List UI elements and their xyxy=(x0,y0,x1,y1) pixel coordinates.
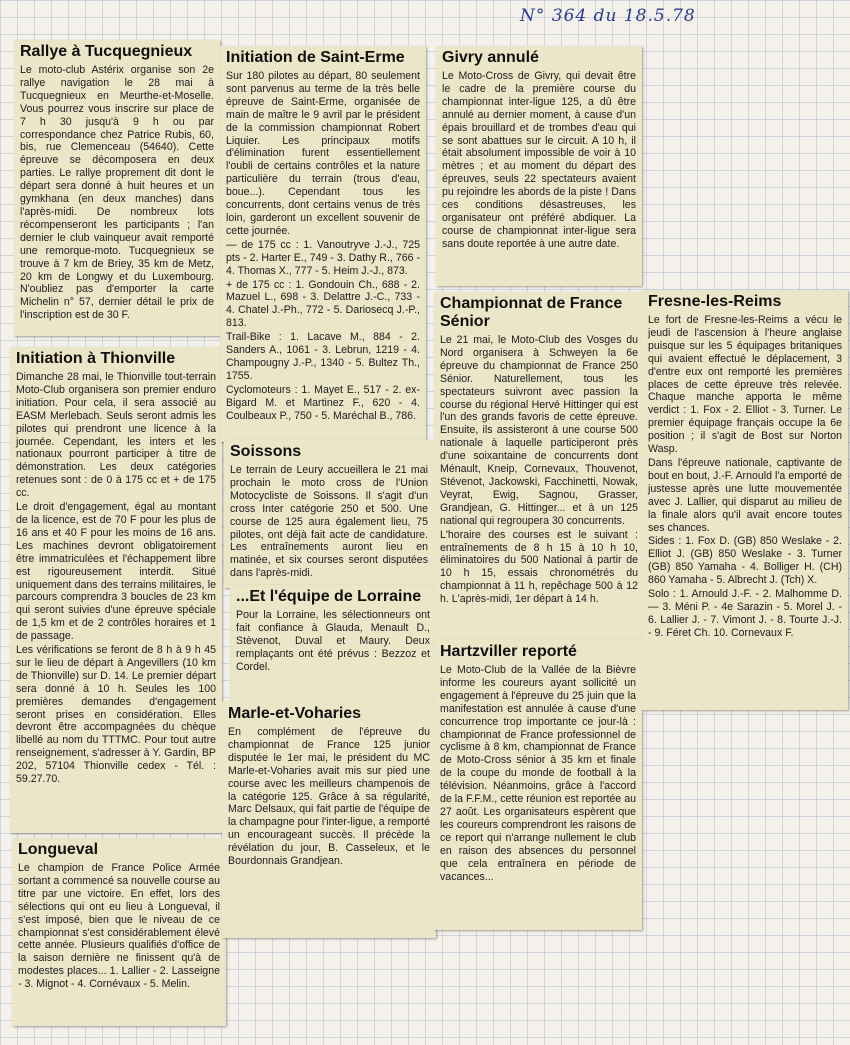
results-text: Cyclomoteurs : 1. Mayet E., 517 - 2. ex-Bigard M. et Martinez F., 620 - 4. Coulbeaux P., 750 - 5. Maréchal B., 786. xyxy=(226,383,420,422)
article-title: Givry annulé xyxy=(442,49,539,66)
article-lorraine xyxy=(230,585,436,703)
article-text: Le terrain de Leury accueillera le 21 mai prochain le moto cross de l'Union Motocycliste de Soissons. Il s'agit d'un cross Inter catégorie 250 et 500. Une course de 125 aura également lieu, 75 pilotes, ont déjà fait acte de candidature. Les entraînements auront lieu en matinée, et six courses seront disputées dans l'après-midi. xyxy=(230,464,428,580)
results-text: + de 175 cc : 1. Gondouin Ch., 688 - 2. Mazuel L., 698 - 3. Delattre J.-C., 733 - 4. Chatel J.-Ph., 772 - 5. Dariosecq J.-P., 813. xyxy=(226,278,420,330)
article-text: Dans l'épreuve nationale, captivante de bout en bout, J.-F. Arnould l'a emporté de justesse après une lutte mouvementée avec J. Lallier, qui disparut au milieu de la finale alors qu'il avait encore toutes ses chances. xyxy=(648,456,842,534)
article-marle xyxy=(222,702,436,938)
article-text: Le droit d'engagement, égal au montant de la licence, est de 70 F pour les plus de 16 ans et 40 F pour les moins de 16 ans. Les machines devront obligatoirement être immatriculées et l'échappement libre est rigoureusement interdit. Situé uniquement dans des terrains militaires, le parcours comprendra 3 boucles de 23 km qui seront suivies d'une épreuve spéciale de 1,5 km et de 2 contrôles horaires et 1 de passage. xyxy=(16,501,216,643)
article-text: Le 21 mai, le Moto-Club des Vosges du Nord organisera à Schweyen la 6e épreuve du championnat de France 250 Sénior. Naturellement, tous les spectateurs suivront avec passion la course du régional Hervé Hittinger qui est l'un des grands favoris de cette épreuve. Ensuite, ils assisteront à une course 500 nationale à laquelle participeront près d'une soixantaine de concurrents dont Ménault, Kneip, Cornevaux, Thouvenot, Stévenot, Jackowski, Facchinetti, Nowak, Veyrat, Ewig, Sagnou, Grasser, Grandjean, G. Hittinger... et à un 125 national qui regroupera 30 concurrents. xyxy=(440,334,638,527)
article-text: Le moto-club Astérix organise son 2e rallye navigation le 28 mai à Tucquegnieux en Meurthe-et-Moselle. Vous pourrez vous inscrire sur place de 7 h 30 jusqu'à 9 h ou par correspondance chez Patrice Rubis, 60, bis, rue Clemenceau (54640). Cette épreuve se décomposera en deux parties. Le rallye proprement dit dont le départ sera donné à huit heures et un gymkhana (en deux manches) dans l'après-midi. De nombreux lots récompenseront les participants ; l'an dernier le club vainqueur avait remporté une remorque-moto. Tucquegnieux se trouve à 7 km de Briey, 35 km de Metz, 20 km de Longwy et du Luxembourg. N'oubliez pas d'emporter la carte Michelin n° 57, dernier détail le prix de l'inscription est de 30 F. xyxy=(20,64,214,322)
article-title: Rallye à Tucquegnieux xyxy=(20,43,193,60)
article-title: Fresne-les-Reims xyxy=(648,293,782,310)
article-text: Le Moto-Club de la Vallée de la Bièvre informe les coureurs ayant sollicité un engagement à l'épreuve du 25 juin que la manifestation est annulée à cause d'une concurrence trop importante ce jour-là : championnat de France professionnel de cyclisme à 8 km, championnat de France de Moto-Cross sénior à 35 km et finale de la coupe du monde de football à la télévision. Néanmoins, grâce à l'accord de la F.F.M., cette réunion est reportée au 27 août. Les organisateurs espèrent que les coureurs comprendront les raisons de ce report qui n'arrange nullement le club en raison des absences du personnel que cela entraînera en période de vacances... xyxy=(440,664,636,883)
article-title: Initiation de Saint-Erme xyxy=(226,49,405,66)
results-text: Trail-Bike : 1. Lacave M., 884 - 2. Sanders A., 1061 - 3. Lebrun, 1219 - 4. Champougny J.-P., 1340 - 5. Bultez Th., 1755. xyxy=(226,331,420,382)
article-tucquegnieux xyxy=(14,40,220,336)
results-text: Solo : 1. Arnould J.-F. - 2. Malhomme D. — 3. Méni P. - 4e Sarazin - 5. Morel J. - 6. Lallier J. - 7. Vimont J. - 8. Tourte J.-J. - 9. Féret Ch. 10. Cornevaux F. xyxy=(648,588,842,639)
article-givry xyxy=(436,46,642,286)
article-text: Le champion de France Police Armée sortant a commencé sa nouvelle course au titre par une victoire. En effet, lors des sélections qui ont eu lieu à Longueval, il s'est imposé, bien que le niveau de ce championnat s'est considérablement élevé cette année. Plusieurs qualifiés d'office de la saison dernière ne finissent qu'à de modestes places... 1. Lallier - 2. Lasseigne - 3. Mignot - 4. Cornévaux - 5. Melin. xyxy=(18,862,220,991)
article-saint-erme xyxy=(220,46,426,442)
article-text: Dimanche 28 mai, le Thionville tout-terrain Moto-Club organisera son premier enduro initiation. Pour cela, il sera associé au EASM Merlebach. Seuls seront admis les pilotes qui prendront une licence à la journée. Cependant, les inters et les nationaux pourront participer à titre de démonstration. Les deux catégories retenues sont : de 0 à 175 cc et + de 175 cc. xyxy=(16,371,216,500)
results-text: Sides : 1. Fox D. (GB) 850 Weslake - 2. Elliot J. (GB) 850 Weslake - 3. Turner (GB) 850 Yamaha - 4. Bolliger H. (CH) 860 Yamaha - 5. Albrecht J. (Tch) X. xyxy=(648,535,842,587)
article-longueval xyxy=(12,838,226,1026)
article-text: En complément de l'épreuve du championnat de France 125 junior disputée le 1er mai, le président du MC Marle-et-Voharies avait mis sur pied une course avec les meilleurs champenois de la catégorie 125. Grâce à sa régularité, Marc Delsaux, qui fait partie de l'équipe de la champagne pour l'inter-ligue, a remporté un encourageant succès. Il précède la révélation du jour, B. Casseleux, et le Bourdonnais Grandjean. xyxy=(228,726,430,868)
article-fresne xyxy=(642,290,848,710)
article-text: Le Moto-Cross de Givry, qui devait être le cadre de la première course du championnat inter-ligue 125, a dû être annulé au dernier moment, à cause d'un épais brouillard et de trombes d'eau qui se sont abattues sur le circuit. A 10 h, il était absolument impossible de voir à 10 mètres ; et au moment du départ des épreuves, seuls 22 spectateurs avaient pu rejoindre les abords de la piste ! Dans ces conditions désastreuses, les organisateur ont préféré abdiquer. La course de championnat inter-ligue sera sans doute reportée à une autre date. xyxy=(442,70,636,250)
article-text: Pour la Lorraine, les sélectionneurs ont fait confiance à Glauda, Menault D., Stèvenot, Duval et Maury. Deux remplaçants ont été prévus : Bezzoz et Cordel. xyxy=(236,609,430,673)
article-title: Marle-et-Voharies xyxy=(228,705,362,722)
article-text: Le fort de Fresne-les-Reims a vécu le jeudi de l'ascension à l'heure anglaise puisque sur les 5 équipages britaniques qui avaient effectué le déplacement, 3 d'entre eux ont remporté les premières places de cette épreuve très relevée. Chaque manche apporta le même verdict : 1. Fox - 2. Elliot - 3. Turner. Le premier équipage français occupe la 6e position ; il s'agit de Bost sur Norton Wasp. xyxy=(648,314,842,456)
article-title: Hartzviller reporté xyxy=(440,643,577,660)
article-title: Soissons xyxy=(230,443,302,460)
article-title: Longueval xyxy=(18,841,99,858)
article-title: Initiation à Thionville xyxy=(16,350,176,367)
article-title: Championnat de France Sénior xyxy=(440,295,623,330)
results-text: — de 175 cc : 1. Vanoutryve J.-J., 725 pts - 2. Harter E., 749 - 3. Dathy R., 766 - 4. Thomas X., 777 - 5. Heim J.-J., 873. xyxy=(226,238,420,277)
article-soissons xyxy=(224,440,434,588)
article-text: Les vérifications se feront de 8 h à 9 h 45 sur le lieu de départ à Angevillers (10 km de Thionville) sur D. 14. Le premier départ sera donné à 10 h. Seules les 100 premières demandes d'engagement seront prises en considération. Elles devront être accompagnées du chèque libellé au nom du TTTMC. Pour tout autre renseignement, s'adresser à Y. Gardin, BP 202, 57104 Thionville cedex - Tél. : 59.27.70. xyxy=(16,644,216,786)
article-text: Sur 180 pilotes au départ, 80 seulement sont parvenus au terme de la très belle épreuve de Saint-Erme, organisée de main de maître le 9 avril par le président de la commission championnat Robert Liquier. Les principaux motifs d'élimination furent essentiellement l'oubli de certains contrôles et la nature particulière du terrain (trous d'eau, boue...). Cependant tous les concurrents, dont certains venus de très loin, garderont un excellent souvenir de cette journée. xyxy=(226,70,420,237)
handwritten-annotation: N° 364 du 18.5.78 xyxy=(520,6,696,26)
article-title: ...Et l'équipe de Lorraine xyxy=(236,588,422,605)
article-thionville xyxy=(10,347,222,833)
article-hartzviller xyxy=(434,640,642,930)
article-text: L'horaire des courses est le suivant : entraînements de 8 h 15 à 10 h 10, éliminatoires du 500 National à partir de 10 h 15, essais chronométrés du championnat à 11 h, repêchage 500 à 12 h. L'après-midi, 1er départ à 14 h. xyxy=(440,528,638,606)
article-championnat xyxy=(434,292,644,642)
